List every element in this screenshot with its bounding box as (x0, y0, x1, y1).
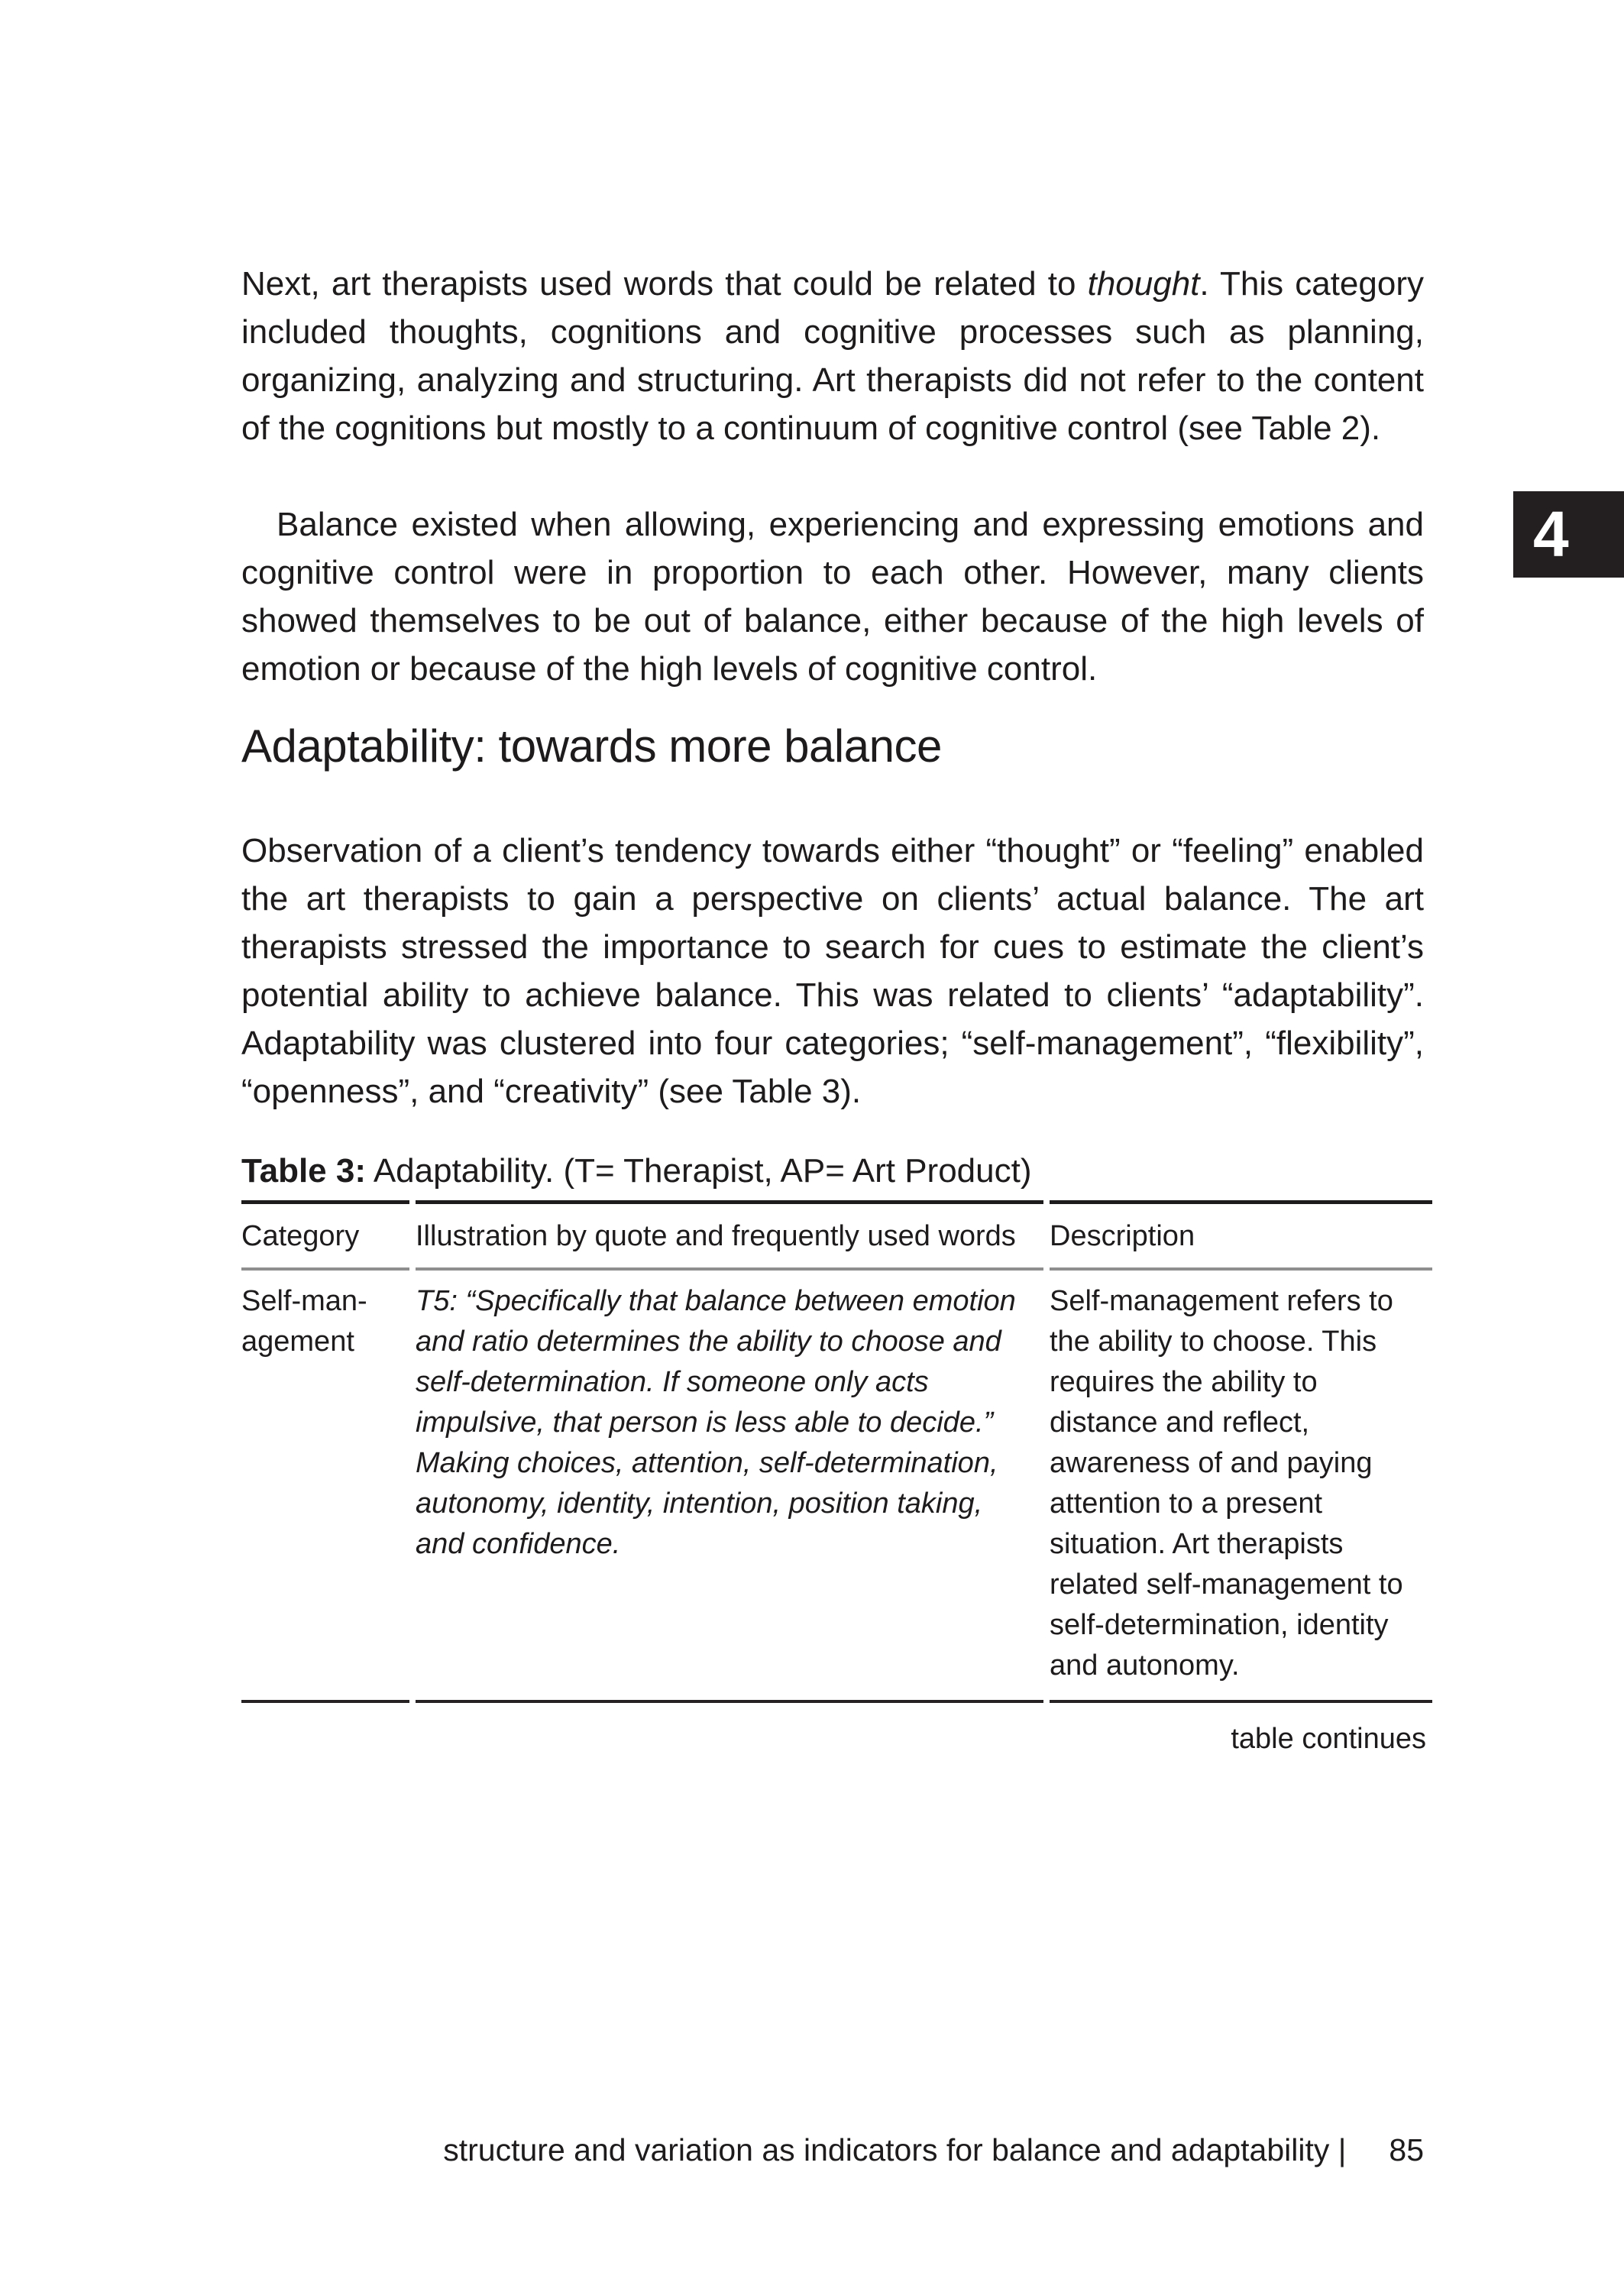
page-number: 85 (1389, 2132, 1424, 2167)
table-header-row (241, 1200, 1432, 1271)
cell-description: Self-management refers to the ability to choose. This requires the ability to distance and reflect, awareness of and paying attention to a present situation. Art therapists related self-management to self-determination, identity and autonomy. (1050, 1271, 1432, 1703)
table3-body (241, 1271, 1432, 1703)
italic-word-thought: thought (1087, 265, 1200, 303)
table3-caption-label: Table 3: (241, 1152, 367, 1190)
table-continues-note: table continues (1231, 1723, 1426, 1755)
paragraph-balance: Balance existed when allowing, experiencing and expressing emotions and cognitive control were in proportion to each other. However, many clients showed themselves to be out of balance, either because of the high levels of emotion or because of the high levels of cognitive control. (241, 506, 1424, 688)
header-illustration-text: Illustration by quote and frequently used words (416, 1220, 1016, 1252)
paragraph-observation: Observation of a client’s tendency towards either “thought” or “feeling” enabled the art therapists to gain a perspective on clients’ actual balance. The art therapists stressed the importance to search for cues to estimate the client’s potential ability to achieve balance. This was related to clients’ “adaptability”. Adaptability was clustered into four categories; “self-management”, “flexibility”, “openness”, and “creativity” (see Table 3). (241, 832, 1424, 1110)
chapter-number: 4 (1533, 498, 1569, 570)
table3-header (241, 1200, 1432, 1271)
table3-adaptability (235, 1200, 1438, 1703)
cell-illustration (416, 1271, 1043, 1703)
chapter-tab (1513, 491, 1624, 578)
paragraph-text: Next, art therapists used words that could be related to (241, 265, 1088, 303)
cell-quote: T5: “Specifically that balance between emotion and ratio determines the ability to choose and self-determination. If someone only acts impulsive, that person is less able to decide.” (416, 1285, 1016, 1439)
table3-caption-text: Adaptability. (T= Therapist, AP= Art Product) (366, 1152, 1032, 1190)
section-heading: Adaptability: towards more balance (241, 720, 942, 772)
cell-category: Self-man-agement (241, 1271, 409, 1703)
paragraph-thought-category (241, 260, 1424, 452)
header-description: Description (1050, 1200, 1432, 1271)
paragraph-text: . This category included thoughts, cognitions and cognitive processes such as planning, organizing, analyzing and structuring. Art therapists did not refer to the content of the cognitions but mostly to a continuum of cognitive control (see Table 2). (241, 265, 1424, 447)
header-category: Category (241, 1200, 409, 1271)
header-illustration (416, 1200, 1043, 1271)
table3-caption (241, 1150, 1426, 1193)
cell-frequent-words: Making choices, attention, self-determination, autonomy, identity, intention, position taking, and confidence. (416, 1447, 998, 1560)
table3-block (241, 1150, 1426, 1758)
table-row-self-management (241, 1271, 1432, 1703)
running-title: structure and variation as indicators for balance and adaptability | (443, 2132, 1347, 2167)
page-footer (241, 2130, 1424, 2170)
